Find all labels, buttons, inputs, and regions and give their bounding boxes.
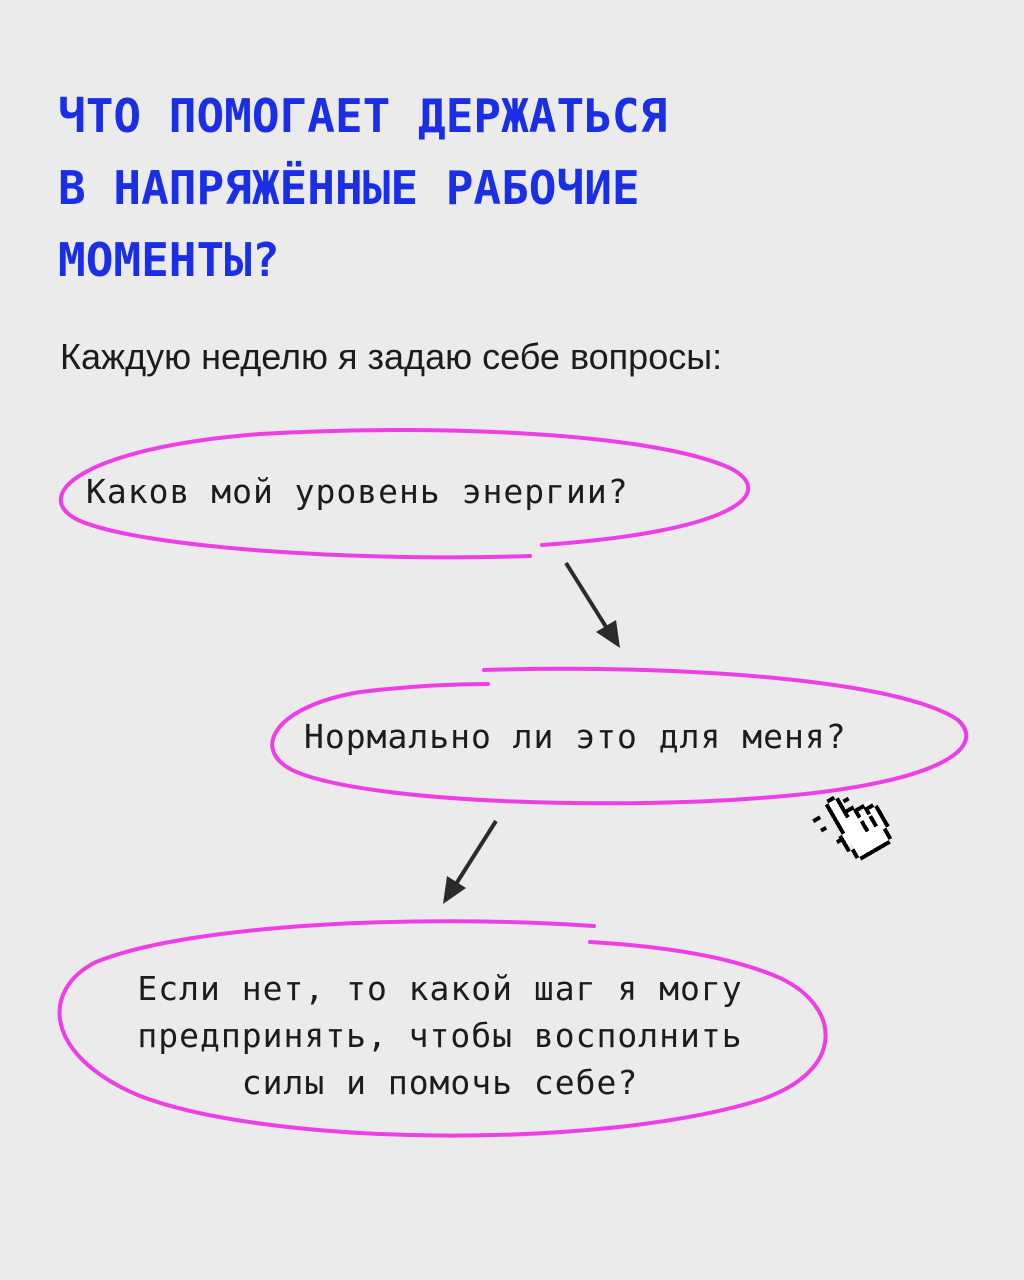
title-line-2: В НАПРЯЖЁННЫЕ РАБОЧИЕ [58, 161, 640, 215]
arrow-down-right-icon [566, 563, 620, 648]
question-1-text: Каков мой уровень энергии? [86, 472, 629, 511]
question-3-line-3: силы и помочь себе? [241, 1063, 639, 1102]
question-3-text [80, 965, 800, 1106]
title-line-1: ЧТО ПОМОГАЕТ ДЕРЖАТЬСЯ [58, 89, 668, 143]
question-3-line-1: Если нет, то какой шаг я могу [137, 969, 743, 1008]
title-line-3: МОМЕНТЫ? [58, 233, 280, 287]
question-2-text: Нормально ли это для меня? [304, 717, 847, 756]
intro-text: Каждую неделю я задаю себе вопросы: [60, 336, 723, 377]
arrow-down-left-icon [443, 821, 496, 904]
question-3-line-2: предпринять, чтобы восполнить [137, 1016, 743, 1055]
